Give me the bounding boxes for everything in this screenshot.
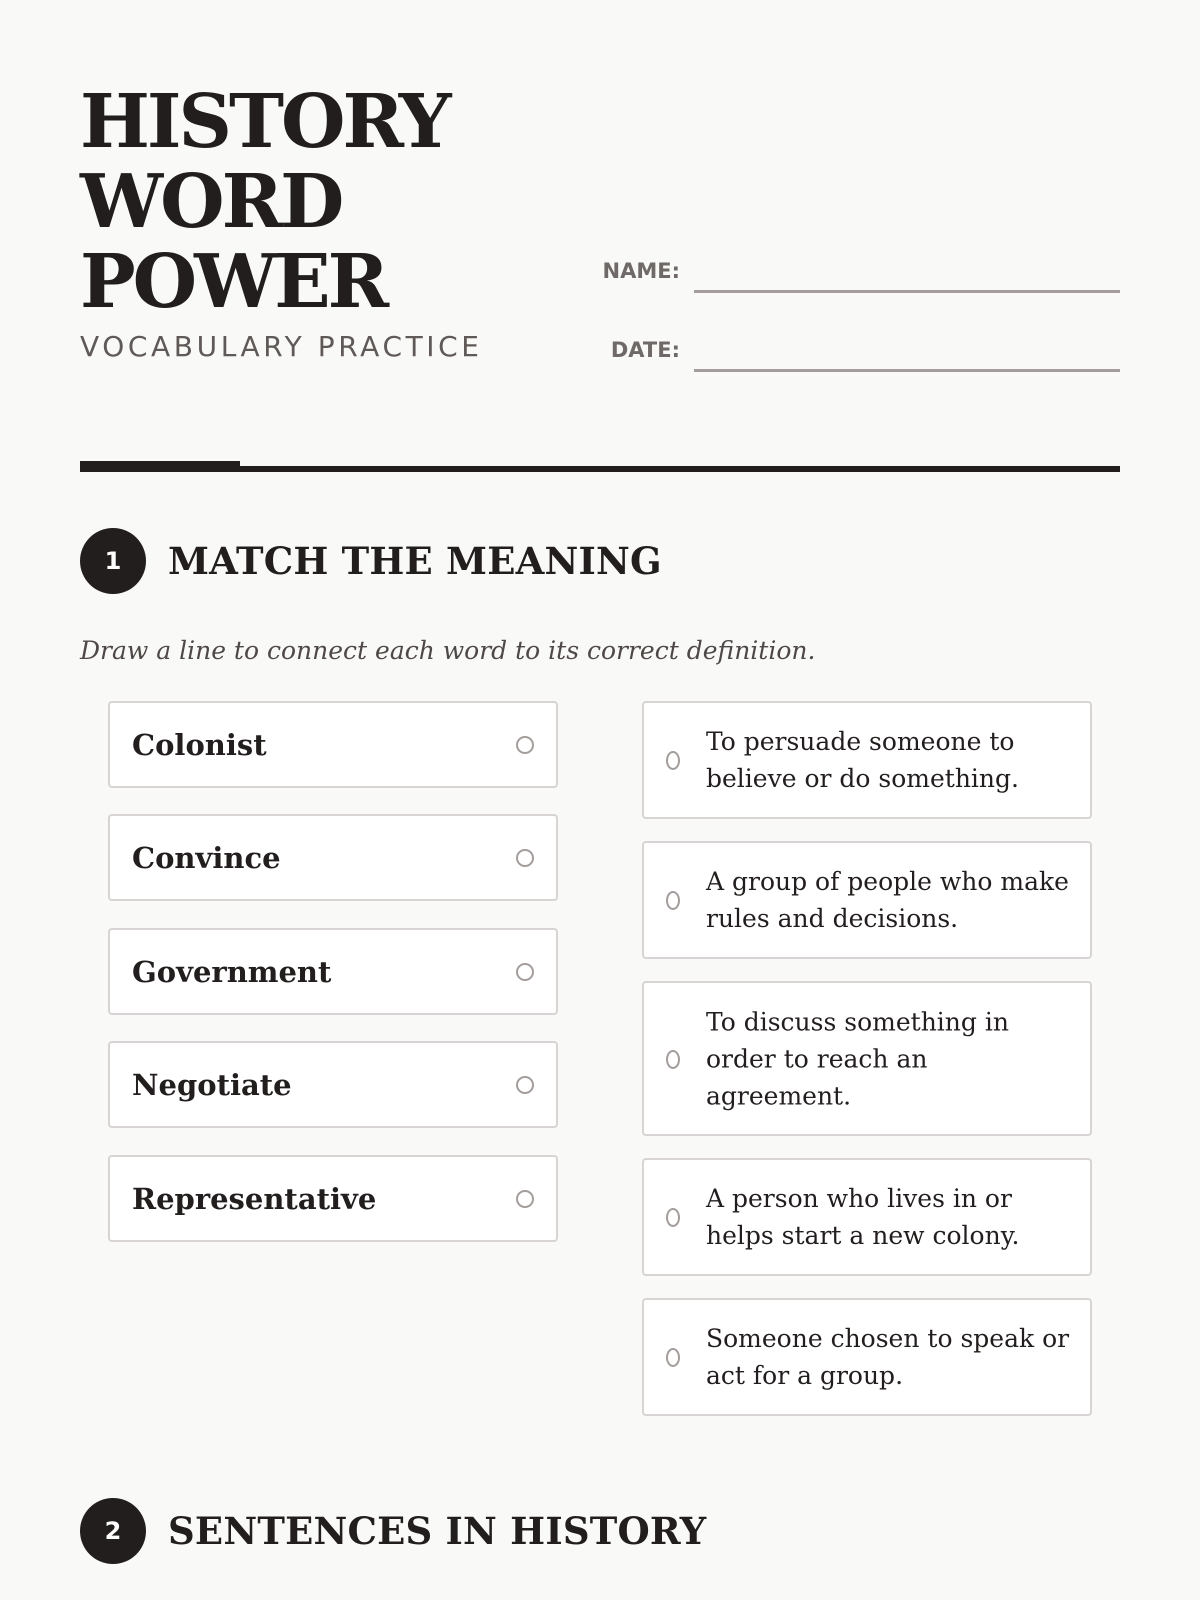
title-line: POWER	[80, 239, 387, 325]
section-title: MATCH THE MEANING	[168, 539, 662, 583]
section-number-badge: 2	[80, 1498, 146, 1564]
worksheet-title	[80, 79, 560, 325]
connector-dot-icon[interactable]	[516, 1076, 534, 1094]
date-label: DATE:	[610, 338, 680, 362]
definition-box[interactable]	[642, 1158, 1092, 1276]
section-title: SENTENCES IN HISTORY	[168, 1509, 707, 1553]
definition-text: To persuade someone to believe or do something.	[706, 727, 1019, 793]
definition-box[interactable]	[642, 981, 1092, 1136]
section-instructions: Draw a line to connect each word to its correct definition.	[80, 636, 816, 665]
date-write-line[interactable]	[694, 369, 1120, 372]
section-number-badge: 1	[80, 528, 146, 594]
connector-dot-icon[interactable]	[666, 891, 680, 910]
name-write-line[interactable]	[694, 290, 1120, 293]
word-label: Convince	[132, 840, 281, 875]
connector-dot-icon[interactable]	[666, 751, 680, 770]
connector-dot-icon[interactable]	[666, 1050, 680, 1069]
worksheet-subtitle: VOCABULARY PRACTICE	[80, 330, 483, 363]
section-1-header	[80, 528, 662, 594]
connector-dot-icon[interactable]	[666, 1348, 680, 1367]
connector-dot-icon[interactable]	[516, 736, 534, 754]
word-box-convince[interactable]	[108, 814, 558, 901]
definition-text: A person who lives in or helps start a new colony.	[706, 1184, 1020, 1250]
word-label: Negotiate	[132, 1067, 292, 1102]
word-box-government[interactable]	[108, 928, 558, 1015]
definition-text: To discuss something in order to reach an agreement.	[706, 1007, 1009, 1110]
definition-box[interactable]	[642, 841, 1092, 959]
definition-text: A group of people who make rules and decisions.	[706, 867, 1069, 933]
name-label: NAME:	[602, 259, 680, 283]
definition-box[interactable]	[642, 701, 1092, 819]
date-field[interactable]	[560, 322, 1120, 372]
word-label: Government	[132, 954, 332, 989]
name-field[interactable]	[560, 243, 1120, 293]
section-2-header	[80, 1498, 706, 1564]
connector-dot-icon[interactable]	[516, 963, 534, 981]
definition-text: Someone chosen to speak or act for a group.	[706, 1324, 1070, 1390]
connector-dot-icon[interactable]	[666, 1208, 680, 1227]
title-line: WORD	[80, 159, 342, 245]
word-label: Representative	[132, 1181, 377, 1216]
word-label: Colonist	[132, 727, 267, 762]
connector-dot-icon[interactable]	[516, 849, 534, 867]
word-box-representative[interactable]	[108, 1155, 558, 1242]
title-line: HISTORY	[80, 79, 449, 165]
word-box-colonist[interactable]	[108, 701, 558, 788]
header-divider-accent	[80, 461, 240, 472]
word-box-negotiate[interactable]	[108, 1041, 558, 1128]
definition-box[interactable]	[642, 1298, 1092, 1416]
connector-dot-icon[interactable]	[516, 1190, 534, 1208]
